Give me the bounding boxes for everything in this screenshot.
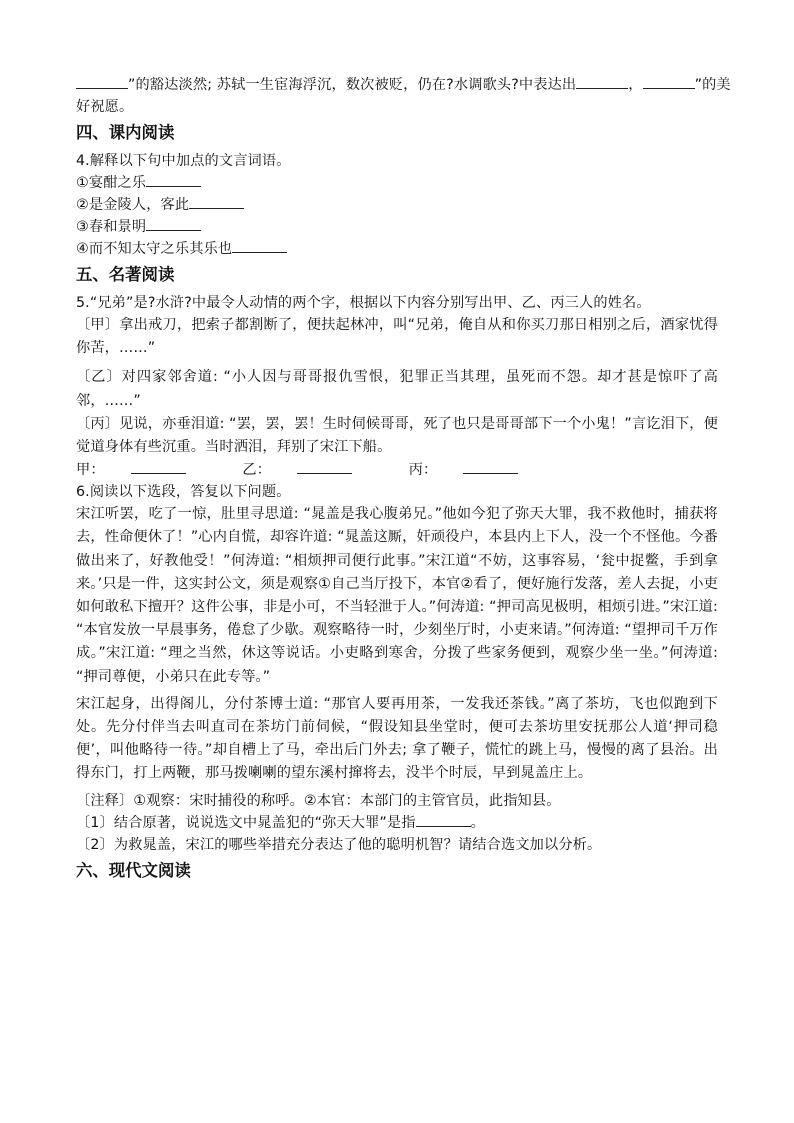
answer-blank-jia[interactable] (131, 461, 186, 474)
document-page (76, 74, 731, 888)
q4-item-3: ③春和景明 (76, 216, 718, 238)
section-heading-6: 六、现代文阅读 (76, 860, 191, 880)
answer-blank[interactable] (76, 76, 128, 89)
answer-blank[interactable] (232, 240, 287, 253)
excerpt-yi: 〔乙〕对四家邻舍道: “小人因与哥哥报仇雪恨，犯罪正当其理，虽死而不怨。却才甚是惊吓了高邻，……” (76, 369, 718, 409)
question-6: 6.阅读以下选段，答复以下问题。 (76, 484, 291, 501)
question-5: 5.“兄弟”是?水浒?中最令人动情的两个字，根据以下内容分别写出甲、乙、丙三人的姓名。 (76, 295, 651, 311)
answer-blank[interactable] (146, 174, 201, 187)
section-heading-4: 四、课内阅读 (76, 123, 175, 142)
answer-blank[interactable] (416, 814, 471, 827)
q4-item-2: ②是金陵人，客此 (76, 194, 718, 216)
sub-question-1: 〔1〕结合原著，说说选文中晁盖犯的“弥天大罪”是指 。 (76, 814, 485, 831)
section-heading-5: 五、名著阅读 (76, 265, 175, 284)
question-4: 4.解释以下句中加点的文言词语。 (76, 153, 291, 169)
intro-line-2: 好祝愿。 (76, 99, 134, 115)
excerpt-jia: 〔甲〕拿出戒刀，把索子都割断了，便扶起林冲，叫“兄弟，俺自从和你买刀那日相别之后，酒家忧得你苦，……” (76, 317, 718, 357)
excerpt-bing: 〔丙〕见说，亦垂泪道: “罢，罢，罢！生时伺候哥哥，死了也只是哥哥部下一个小鬼！”言讫泪下，便觉道身体有些沉重。当时洒泪，拜别了宋江下船。 (76, 415, 718, 456)
passage-paragraph-2: 宋江起身，出得阁儿，分付茶博士道: “那官人要再用茶，一发我还茶钱。”离了茶坊，飞也似跑到下处。先分付伴当去叫直司在茶坊门前伺候，“假设知县坐堂时，便可去茶坊里安抚那公人道‘押司稳便’，叫他略待一待。”却自槽上了马，牵出后门外去; 拿了鞭子，慌忙的跳上马，慢慢的离了县治。出得东门，打上两鞭，那马拨喇喇的望东溪村撺将去，没半个时辰，早到晁盖庄上。 (76, 695, 718, 782)
q5-answer-row: 甲： 乙： 丙： (76, 459, 718, 481)
q4-item-4: ④而不知太守之乐其乐也 (76, 238, 718, 260)
intro-line-1: ”的豁达淡然; 苏轼一生宦海浮沉，数次被贬，仍在?水调歌头?中表达出 ， ”的美 (76, 74, 718, 96)
answer-blank[interactable] (189, 196, 244, 209)
answer-blank-bing[interactable] (463, 461, 518, 474)
answer-blank-yi[interactable] (297, 461, 352, 474)
passage-paragraph-1: 宋江听罢，吃了一惊，肚里寻思道: “晁盖是我心腹弟兄。”他如今犯了弥天大罪，我不救他时，捕获将去，性命便休了！”心内自慌，却容许道: “晁盖这厮，奸顽役户，本县内上下人，没一个不怪他。今番做出来了，好教他受！”何涛道: “相烦押司便行此事。”宋江道“不妨，这事容易，‘瓮中捉鳖，手到拿来。’只是一件，这实封公文，须是观察①自己当厅投下，本官②看了，便好施行发落，差人去捉，小吏如何敢私下擅开？这件公事，非是小可，不当轻泄于人。”何涛道: “押司高见极明，相烦引进。”宋江道: “本官发放一早晨事务，倦怠了少歇。观察略待一时，少刻坐厅时，小吏来请。”何涛道: “望押司千万作成。”宋江道: “理之当然，休这等说话。小吏略到寒舍，分拨了些家务便到，观察少坐一坐。”何涛道: “押司尊便，小弟只在此专等。” (76, 506, 718, 685)
sub-question-2: 〔2〕为救晁盖，宋江的哪些举措充分表达了他的聪明机智？请结合选文加以分析。 (76, 836, 602, 853)
answer-blank[interactable] (146, 218, 201, 231)
answer-blank[interactable] (576, 76, 628, 89)
q4-item-1: ①宴酣之乐 (76, 172, 718, 194)
annotation-note: 〔注释〕①观察：宋时捕役的称呼。②本官：本部门的主管官员，此指知县。 (76, 792, 561, 809)
answer-blank[interactable] (643, 76, 695, 89)
